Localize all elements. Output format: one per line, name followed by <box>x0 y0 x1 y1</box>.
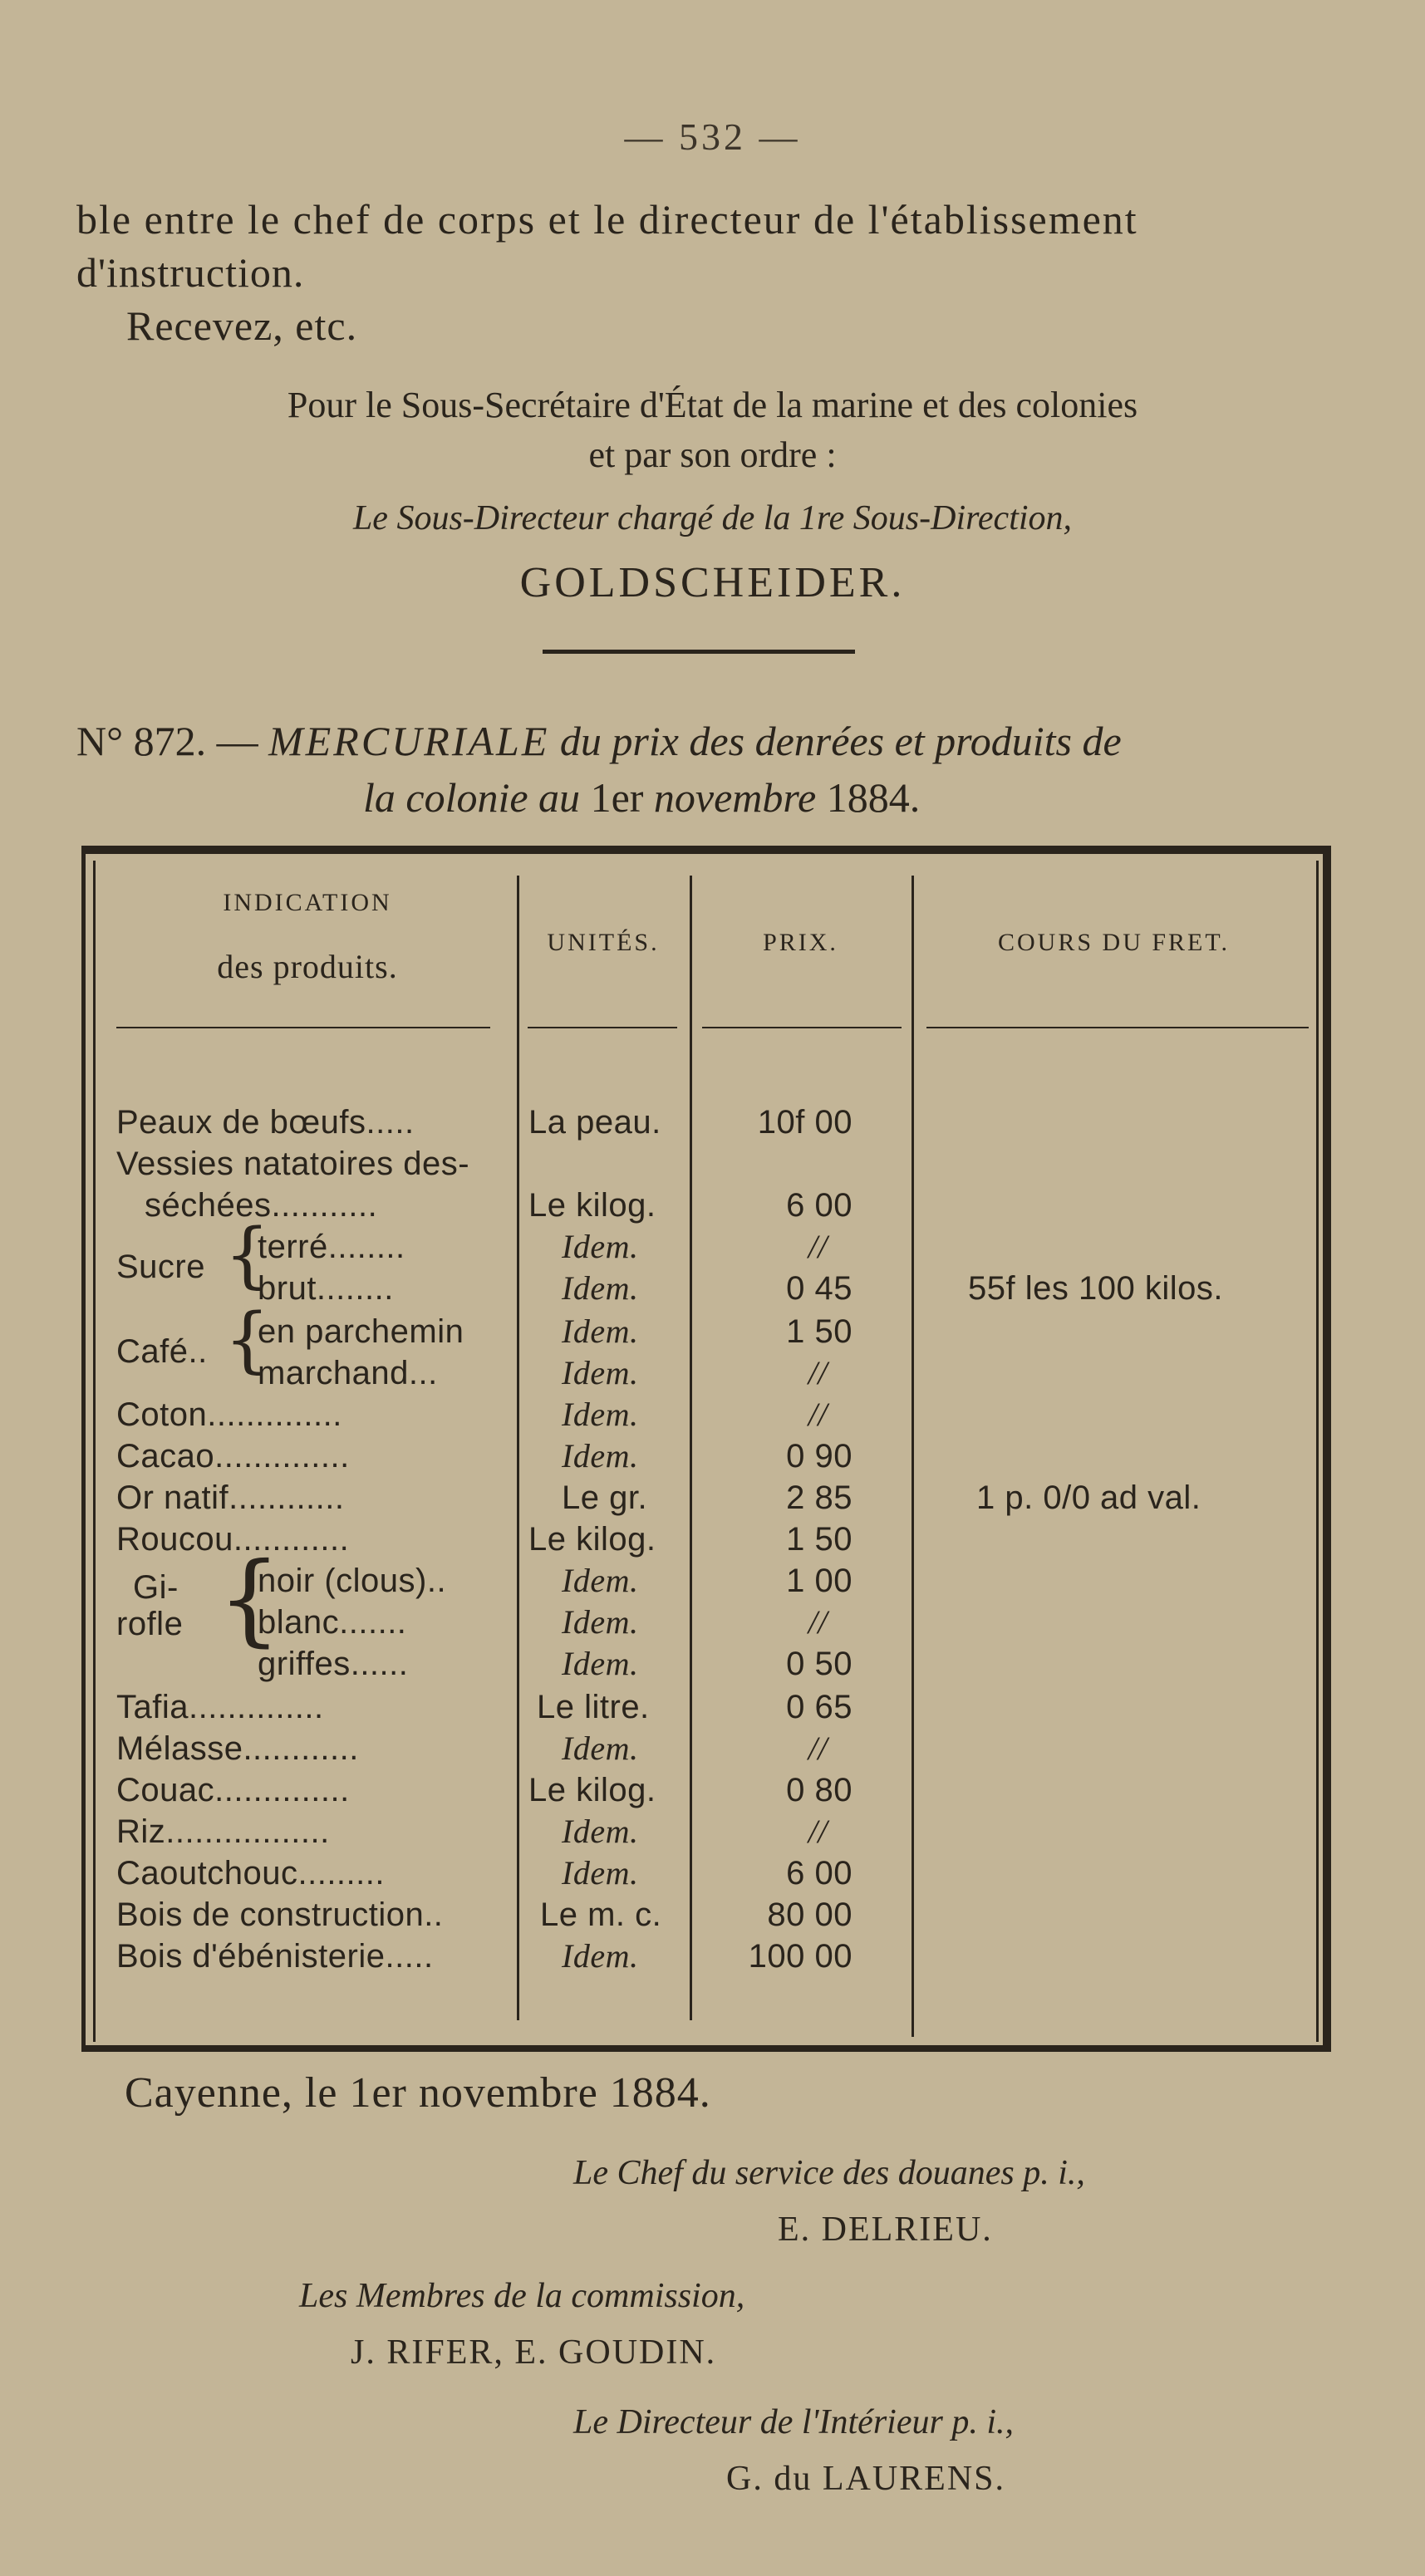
header-underline-2 <box>528 1027 677 1028</box>
price-melasse: // <box>808 1730 828 1767</box>
product-tafia: Tafia.............. <box>116 1689 324 1725</box>
product-girofle-blanc: blanc....... <box>258 1604 407 1641</box>
unit-caoutchouc: Idem. <box>562 1854 639 1892</box>
header-underline-3 <box>702 1027 902 1028</box>
page-number: — 532 — <box>624 115 801 158</box>
price-couac: 0 80 <box>786 1772 853 1808</box>
unit-vessies: Le kilog. <box>528 1187 656 1224</box>
intro-line-1: ble entre le chef de corps et le directeur de l'établissement <box>76 196 1138 243</box>
price-tafia: 0 65 <box>786 1689 853 1725</box>
product-melasse: Mélasse............ <box>116 1730 359 1767</box>
unit-bois-construction: Le m. c. <box>540 1896 662 1933</box>
table-column-rule-2 <box>690 876 692 2020</box>
price-cafe-parchemin: 1 50 <box>786 1313 853 1350</box>
product-riz: Riz................. <box>116 1813 330 1850</box>
group-girofle-1: Gi- <box>133 1569 179 1606</box>
product-couac: Couac.............. <box>116 1772 350 1808</box>
header-unites: UNITÉS. <box>547 929 660 956</box>
product-girofle-noir: noir (clous).. <box>258 1563 447 1599</box>
product-coton: Coton.............. <box>116 1396 342 1433</box>
unit-cafe-parchemin: Idem. <box>562 1313 639 1350</box>
header-underline-1 <box>116 1027 490 1028</box>
commission-title: Les Membres de la commission, <box>299 2277 745 2315</box>
price-vessies: 6 00 <box>786 1187 853 1224</box>
unit-roucou: Le kilog. <box>528 1521 656 1558</box>
product-bois-ebenisterie: Bois d'ébénisterie..... <box>116 1938 434 1975</box>
signature-intro-line-1: Pour le Sous-Secrétaire d'État de la marine et des colonies <box>287 385 1138 425</box>
product-bois-construction: Bois de construction.. <box>116 1896 444 1933</box>
header-produits: des produits. <box>217 948 398 985</box>
unit-sucre-terre: Idem. <box>562 1228 639 1265</box>
price-bois-construction: 80 00 <box>767 1896 853 1933</box>
brace-girofle: { <box>218 1542 282 1657</box>
brace-cafe: { <box>224 1298 270 1381</box>
interieur-title: Le Directeur de l'Intérieur p. i., <box>573 2403 1014 2441</box>
heading-title-main: MERCURIALE <box>268 718 550 764</box>
unit-or-natif: Le gr. <box>562 1479 648 1516</box>
price-girofle-noir: 1 00 <box>786 1563 853 1599</box>
price-caoutchouc: 6 00 <box>786 1855 853 1892</box>
unit-cafe-marchand: Idem. <box>562 1354 639 1391</box>
table-inner-left-rule <box>93 861 96 2042</box>
header-underline-4 <box>926 1027 1309 1028</box>
product-roucou: Roucou............ <box>116 1521 350 1558</box>
product-sucre-terre: terré........ <box>258 1229 405 1265</box>
price-coton: // <box>808 1396 828 1433</box>
price-girofle-griffes: 0 50 <box>786 1646 853 1682</box>
heading-date-month: novembre <box>653 774 817 821</box>
commission-names: J. RIFER, E. GOUDIN. <box>351 2333 717 2372</box>
table-column-rule-1 <box>517 876 519 2020</box>
product-sucre-brut: brut........ <box>258 1270 394 1307</box>
table-inner-right-rule <box>1316 861 1319 2042</box>
unit-girofle-noir: Idem. <box>562 1562 639 1599</box>
brace-sucre: { <box>224 1214 270 1297</box>
product-peaux: Peaux de bœufs..... <box>116 1104 415 1141</box>
price-bois-ebenisterie: 100 00 <box>748 1938 853 1975</box>
unit-tafia: Le litre. <box>537 1689 650 1725</box>
unit-melasse: Idem. <box>562 1730 639 1767</box>
signature-title: Le Sous-Directeur chargé de la 1re Sous-Direction, <box>352 499 1073 537</box>
unit-bois-ebenisterie: Idem. <box>562 1937 639 1975</box>
intro-line-3: Recevez, etc. <box>126 302 358 349</box>
douanes-name: E. DELRIEU. <box>778 2210 993 2249</box>
header-prix: PRIX. <box>763 929 838 956</box>
signature-intro-line-2: et par son ordre : <box>588 434 837 475</box>
separator-rule <box>543 650 855 654</box>
price-peaux: 10f 00 <box>757 1104 853 1141</box>
intro-line-2: d'instruction. <box>76 249 305 296</box>
heading-title-rest: du prix des denrées et produits de <box>559 718 1122 764</box>
signature-name: GOLDSCHEIDER. <box>519 559 906 606</box>
price-girofle-blanc: // <box>808 1603 828 1641</box>
unit-sucre-brut: Idem. <box>562 1269 639 1307</box>
heading-date-day: 1er <box>590 774 644 821</box>
price-riz: // <box>808 1813 828 1850</box>
unit-girofle-blanc: Idem. <box>562 1603 639 1641</box>
product-caoutchouc: Caoutchouc......... <box>116 1855 385 1892</box>
price-or-natif: 2 85 <box>786 1479 853 1516</box>
header-indication: INDICATION <box>223 889 392 916</box>
group-cafe: Café.. <box>116 1333 208 1370</box>
unit-girofle-griffes: Idem. <box>562 1645 639 1682</box>
group-sucre: Sucre <box>116 1249 205 1285</box>
price-roucou: 1 50 <box>786 1521 853 1558</box>
heading-title-colonie: la colonie au <box>363 774 581 821</box>
product-vessies-2: séchées........... <box>145 1187 378 1224</box>
heading-number: N° 872. — <box>76 718 258 764</box>
intro-paragraph <box>76 193 1356 352</box>
product-cafe-parchemin: en parchemin <box>258 1313 464 1350</box>
product-vessies-1: Vessies natatoires des- <box>116 1146 470 1182</box>
heading-year: 1884. <box>826 774 921 821</box>
product-girofle-griffes: griffes...... <box>258 1646 409 1682</box>
group-girofle-2: rofle <box>116 1606 184 1642</box>
unit-riz: Idem. <box>562 1813 639 1850</box>
price-cacao: 0 90 <box>786 1438 853 1474</box>
price-sucre-terre: // <box>808 1228 828 1265</box>
douanes-title: Le Chef du service des douanes p. i., <box>573 2154 1085 2192</box>
unit-couac: Le kilog. <box>528 1772 656 1808</box>
product-or-natif: Or natif............ <box>116 1479 345 1516</box>
freight-or-natif: 1 p. 0/0 ad val. <box>976 1479 1201 1516</box>
freight-sucre: 55f les 100 kilos. <box>968 1270 1223 1307</box>
header-cours-fret: COURS DU FRET. <box>998 929 1230 956</box>
table-column-rule-3 <box>912 876 914 2037</box>
product-cacao: Cacao.............. <box>116 1438 350 1474</box>
mercuriale-heading <box>76 713 1356 826</box>
product-cafe-marchand: marchand... <box>258 1355 438 1391</box>
unit-peaux: La peau. <box>528 1104 661 1141</box>
price-sucre-brut: 0 45 <box>786 1270 853 1307</box>
unit-coton: Idem. <box>562 1396 639 1433</box>
interieur-name: G. du LAURENS. <box>726 2460 1006 2498</box>
place-date: Cayenne, le 1er novembre 1884. <box>125 2069 711 2117</box>
unit-cacao: Idem. <box>562 1437 639 1474</box>
price-cafe-marchand: // <box>808 1354 828 1391</box>
